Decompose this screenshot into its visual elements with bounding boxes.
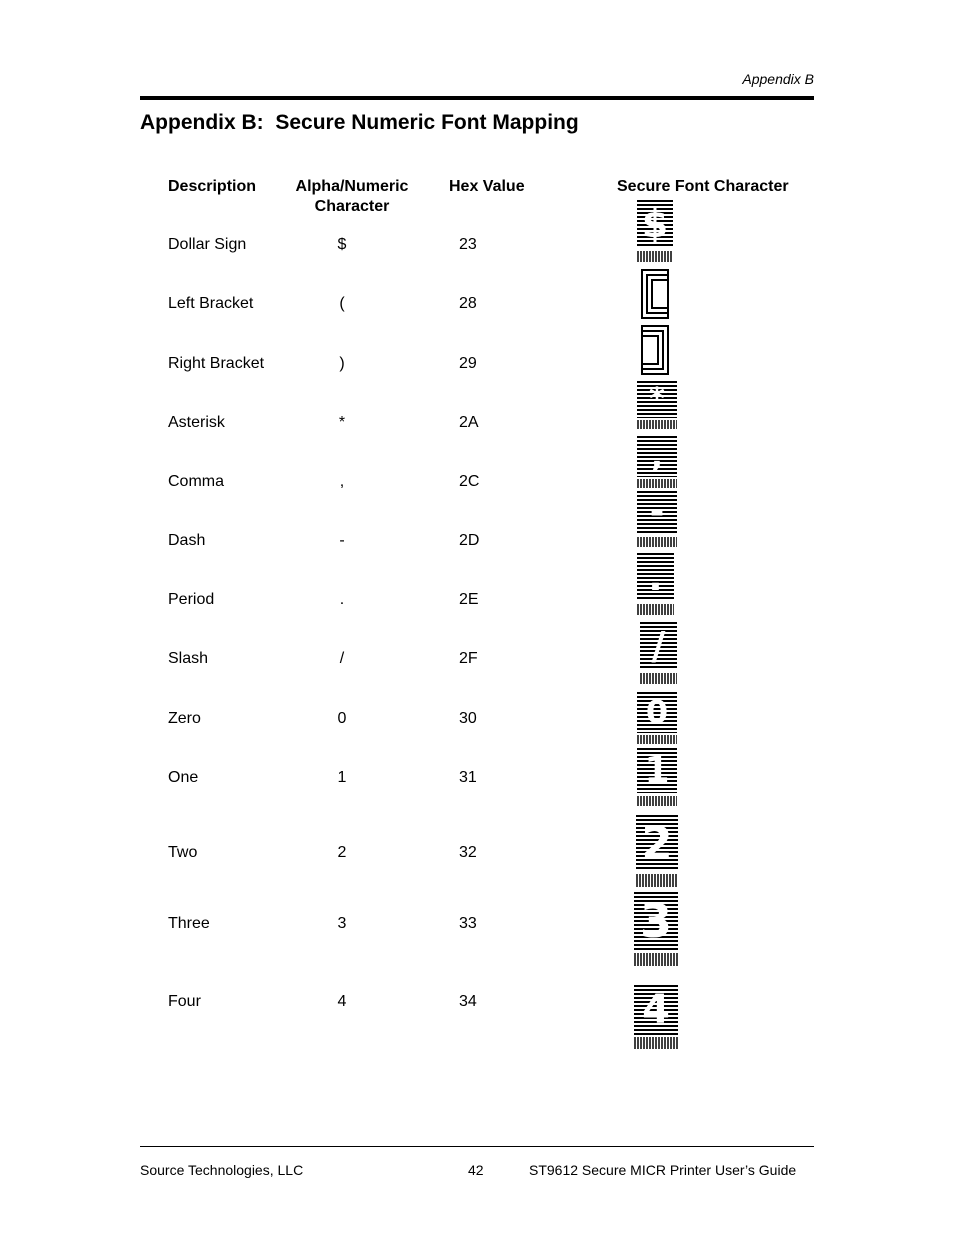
table-row [0, 769, 954, 789]
row-alpha-numeric-character: , [339, 473, 345, 490]
header-rule [140, 96, 814, 100]
column-header-description: Description [168, 178, 257, 195]
column-header-secure-font-character: Secure Font Character [617, 178, 789, 195]
row-alpha-numeric-character: / [339, 650, 345, 667]
row-alpha-numeric-character: ( [339, 295, 345, 312]
row-hex-value: 34 [459, 993, 477, 1010]
row-alpha-numeric-character: 4 [337, 993, 347, 1010]
footer-guide-title: ST9612 Secure MICR Printer User’s Guide [529, 1162, 797, 1178]
secure-font-glyph: 2 [636, 815, 678, 887]
table-row [0, 993, 954, 1013]
footer-page-number: 42 [468, 1162, 484, 1178]
row-alpha-numeric-character: 1 [337, 769, 347, 786]
row-hex-value: 30 [459, 710, 477, 727]
table-row [0, 650, 954, 670]
table-row [0, 236, 954, 256]
table-row [0, 532, 954, 552]
row-description: Asterisk [168, 414, 225, 431]
secure-font-glyph: 3 [634, 892, 678, 966]
row-hex-value: 2C [459, 473, 480, 490]
row-description: Slash [168, 650, 209, 667]
row-alpha-numeric-character: . [339, 591, 345, 608]
row-hex-value: 2F [459, 650, 478, 667]
row-hex-value: 23 [459, 236, 477, 253]
row-hex-value: 2D [459, 532, 480, 549]
table-row [0, 295, 954, 315]
row-description: Four [168, 993, 201, 1010]
row-description: Right Bracket [168, 355, 265, 372]
row-alpha-numeric-character: 2 [337, 844, 347, 861]
page-header-section: Appendix B [742, 71, 814, 87]
secure-font-glyph: / [640, 622, 677, 684]
row-hex-value: 31 [459, 769, 477, 786]
secure-font-glyph: * [637, 381, 677, 429]
secure-font-glyph: , [637, 436, 677, 488]
row-description: Period [168, 591, 215, 608]
table-row [0, 710, 954, 730]
secure-font-glyph: $ [637, 200, 673, 262]
secure-font-glyph: 4 [634, 985, 678, 1049]
secure-font-glyph: - [637, 491, 677, 547]
table-row [0, 844, 954, 864]
row-alpha-numeric-character: - [339, 532, 345, 549]
secure-font-glyph: 1 [637, 748, 677, 806]
row-description: Zero [168, 710, 201, 727]
table-row [0, 414, 954, 434]
row-alpha-numeric-character: 0 [337, 710, 347, 727]
column-header-alpha-numeric: Alpha/Numeric Character [295, 178, 409, 215]
secure-font-glyph: . [637, 553, 674, 615]
footer-rule [140, 1146, 814, 1147]
row-description: Dollar Sign [168, 236, 247, 253]
table-row [0, 355, 954, 375]
row-alpha-numeric-character: 3 [337, 915, 347, 932]
footer-company: Source Technologies, LLC [140, 1162, 304, 1178]
row-description: Comma [168, 473, 225, 490]
table-row [0, 591, 954, 611]
page-title: Appendix B: Secure Numeric Font Mapping [140, 111, 579, 134]
row-description: Dash [168, 532, 206, 549]
column-header-hex-value: Hex Value [449, 178, 525, 195]
secure-font-glyph [641, 325, 669, 375]
row-description: Three [168, 915, 210, 932]
row-alpha-numeric-character: ) [339, 355, 345, 372]
row-alpha-numeric-character: * [338, 414, 346, 431]
row-hex-value: 33 [459, 915, 477, 932]
row-hex-value: 32 [459, 844, 477, 861]
row-hex-value: 28 [459, 295, 477, 312]
row-hex-value: 29 [459, 355, 477, 372]
secure-font-glyph [641, 269, 669, 319]
row-description: One [168, 769, 199, 786]
row-hex-value: 2A [459, 414, 479, 431]
row-alpha-numeric-character: $ [337, 236, 347, 253]
table-row [0, 473, 954, 493]
secure-font-glyph: 0 [637, 692, 677, 744]
table-row [0, 915, 954, 935]
row-description: Two [168, 844, 198, 861]
row-description: Left Bracket [168, 295, 254, 312]
row-hex-value: 2E [459, 591, 479, 608]
